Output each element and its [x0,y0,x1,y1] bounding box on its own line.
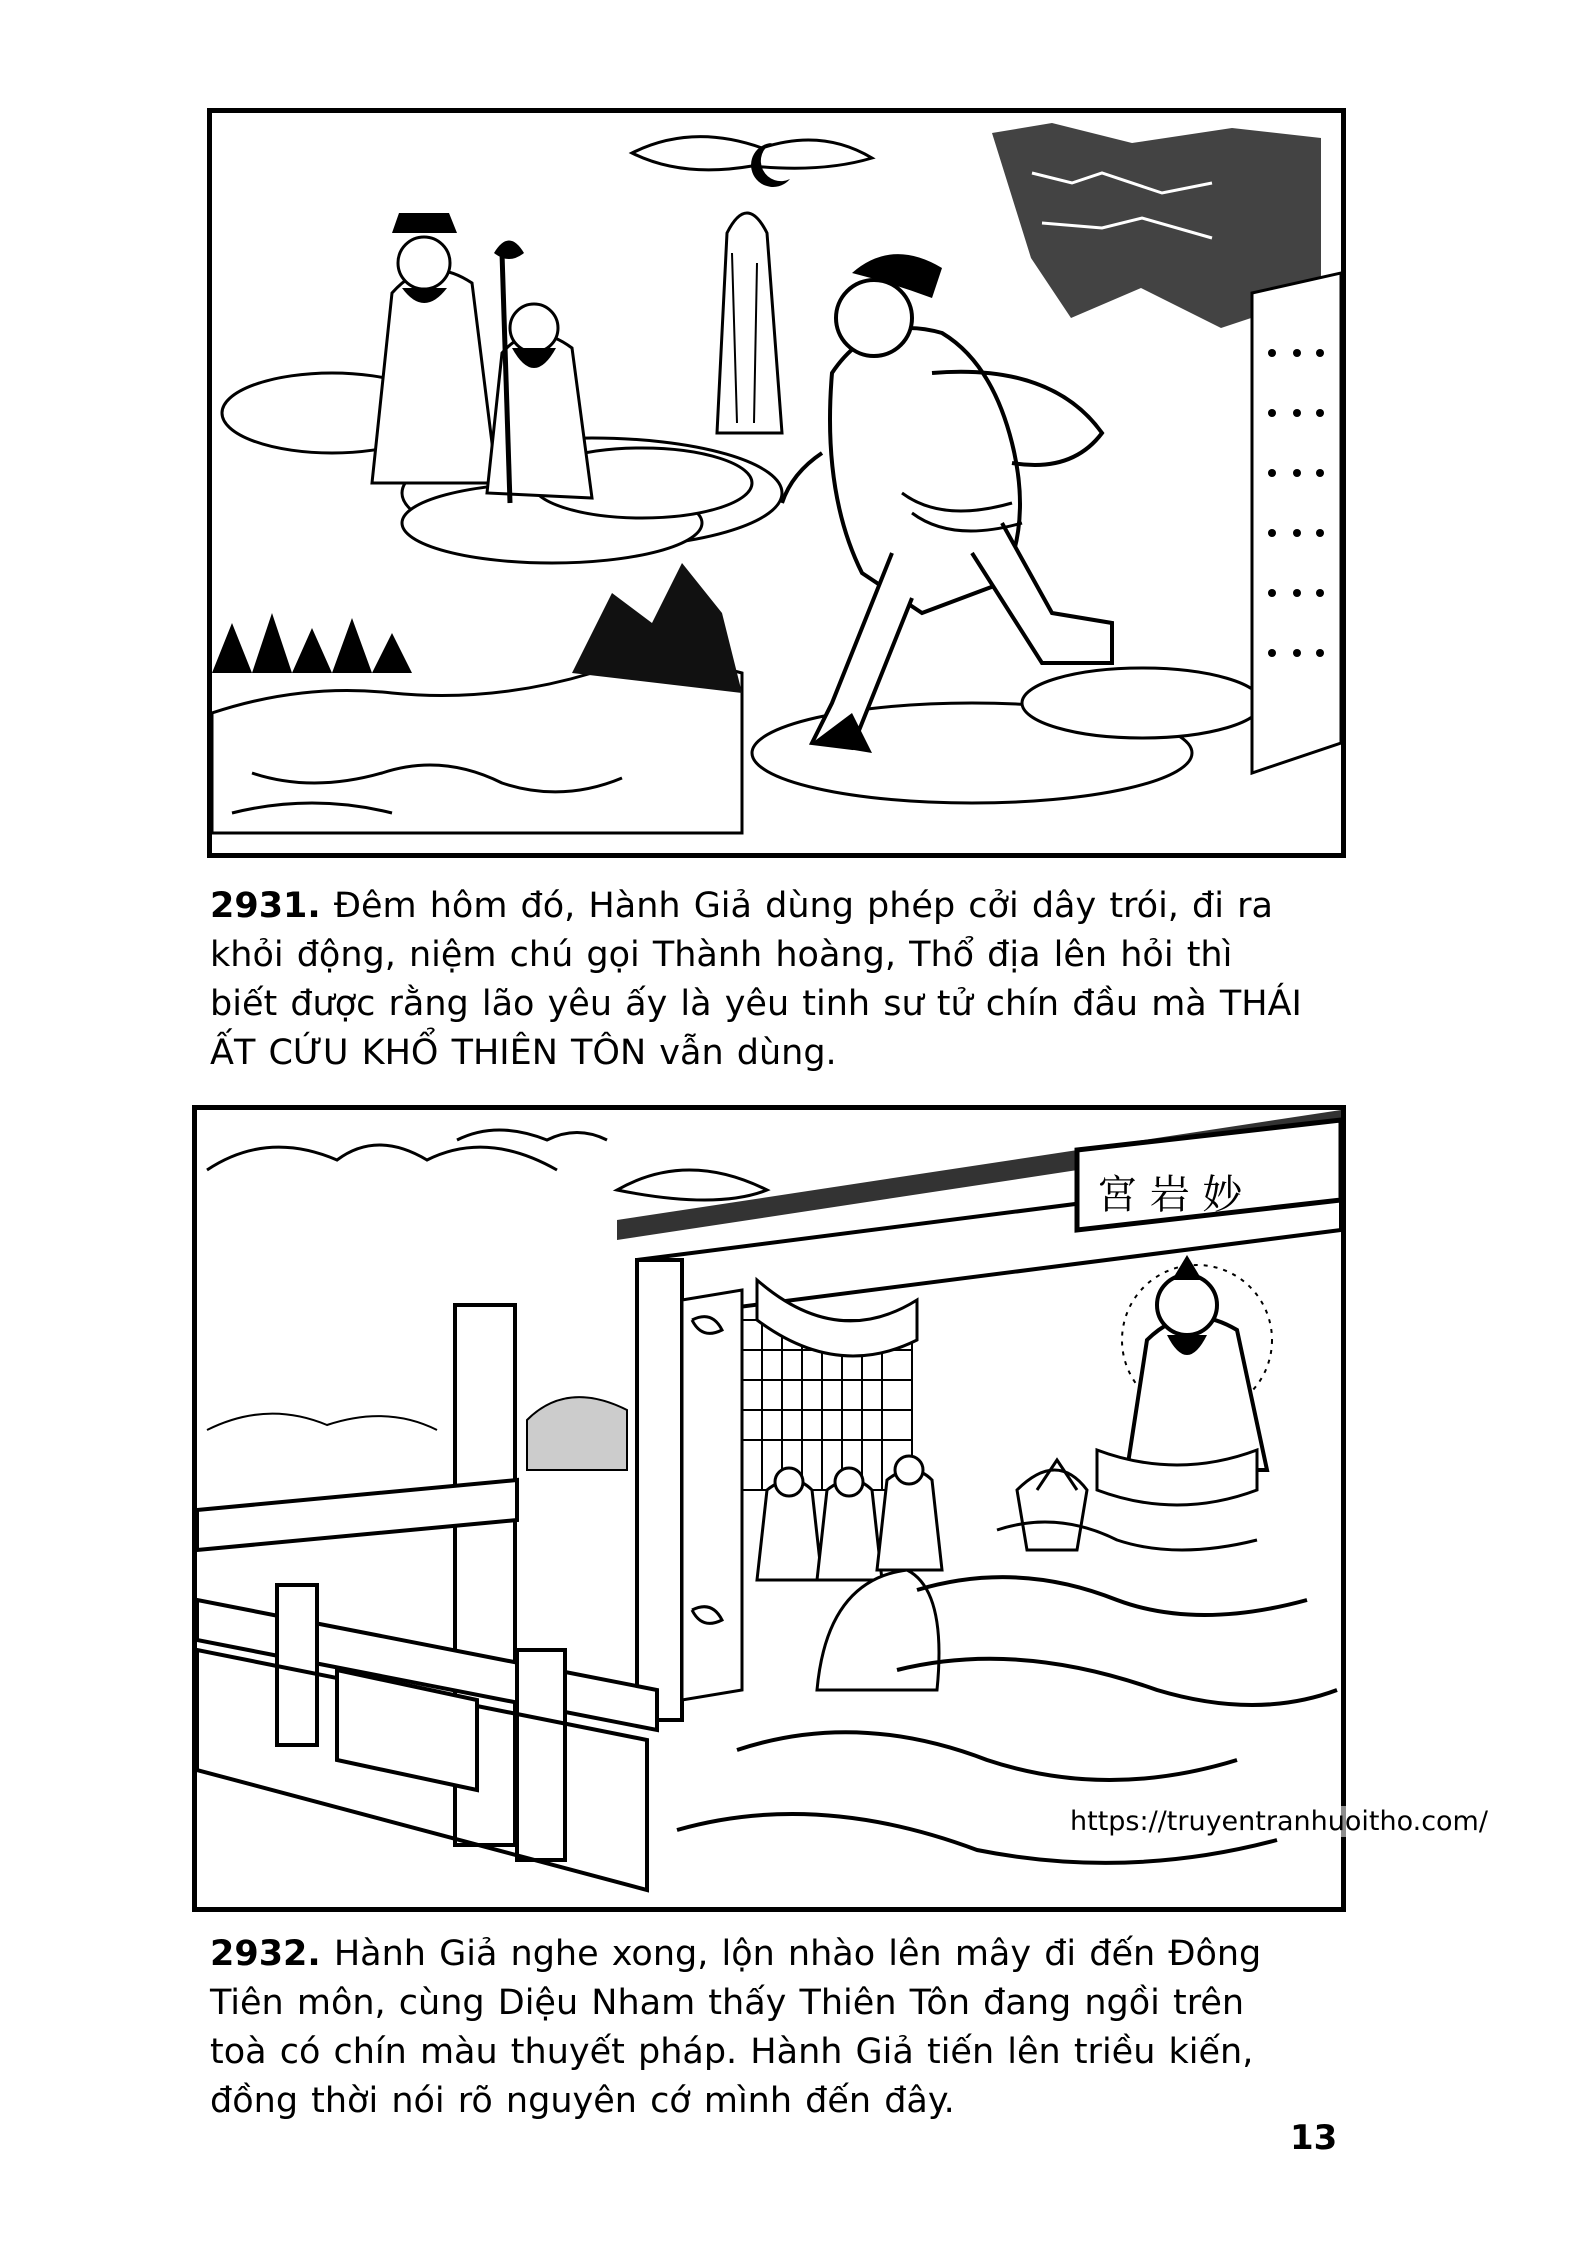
deity-figures [372,213,592,503]
caption-line: đồng thời nói rõ nguyên cớ mình đến đây. [210,2081,955,2121]
caption-2931 [210,882,1345,1078]
balustrade [197,1480,657,1890]
panel-2-drawing [197,1110,1341,1907]
panel-number: 2932. [210,1934,321,1974]
caption-line: ẤT CỨU KHỔ THIÊN TÔN vẫn dùng. [210,1033,837,1073]
caption-line [210,882,1345,931]
page-number: 13 [1290,2118,1338,2158]
caption-line: Tiên môn, cùng Diệu Nham thấy Thiên Tôn đang ngồi trên [210,1983,1245,2023]
caption-line [210,1930,1345,1979]
caption-text: Đêm hôm đó, Hành Giả dùng phép cởi dây trói, đi ra [333,886,1273,926]
caption-text: Hành Giả nghe xong, lộn nhào lên mây đi đến Đông [333,1934,1262,1974]
caption-line: khỏi động, niệm chú gọi Thành hoàng, Thổ địa lên hỏi thì [210,935,1233,975]
sign-text: 宮 岩 妙 [1097,1172,1243,1218]
illustration-panel-1 [207,108,1346,858]
caption-line: biết được rằng lão yêu ấy là yêu tinh sư tử chín đầu mà THÁI [210,984,1302,1024]
thien-ton-figure [1017,1255,1272,1550]
illustration-panel-2 [192,1105,1346,1912]
caption-line: toà có chín màu thuyết pháp. Hành Giả tiến lên triều kiến, [210,2032,1254,2072]
watermark-url: https://truyentranhuoitho.com/ [1070,1806,1488,1837]
panel-1-drawing [212,113,1341,853]
panel-number: 2931. [210,886,321,926]
disciples-figures [757,1456,942,1690]
caption-2932 [210,1930,1345,2126]
